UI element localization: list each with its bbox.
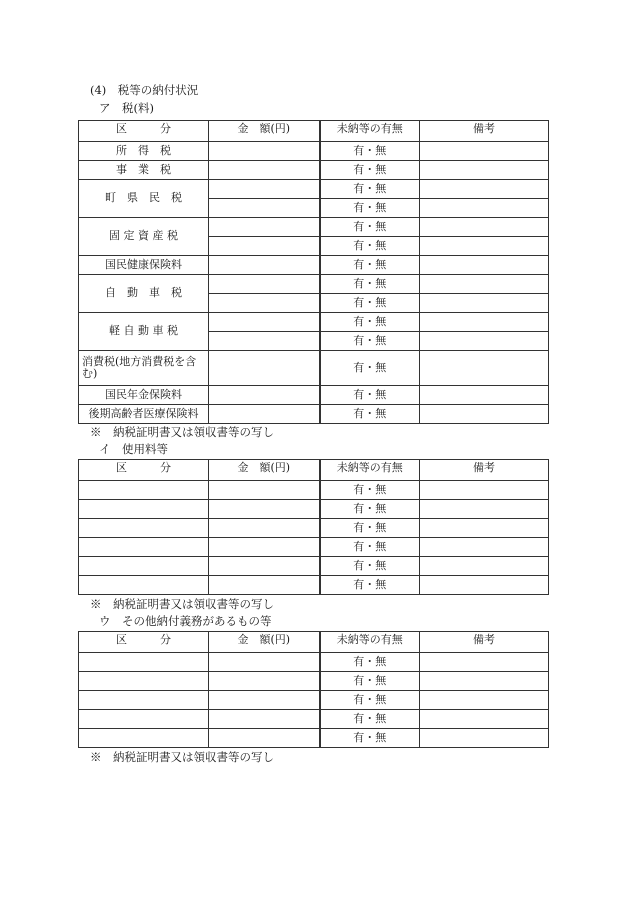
- table-row: [79, 672, 549, 691]
- amount-cell[interactable]: [209, 313, 320, 332]
- status-cell[interactable]: 有・無: [320, 538, 420, 557]
- amount-cell[interactable]: [209, 256, 320, 275]
- category-cell[interactable]: [79, 519, 209, 538]
- status-cell[interactable]: 有・無: [320, 237, 420, 256]
- amount-cell[interactable]: [209, 237, 320, 256]
- remarks-cell[interactable]: [420, 256, 549, 275]
- category-cell[interactable]: [79, 729, 209, 748]
- amount-cell[interactable]: [209, 729, 320, 748]
- status-cell[interactable]: 有・無: [320, 294, 420, 313]
- header-category: 区 分: [79, 632, 209, 653]
- amount-cell[interactable]: [209, 405, 320, 424]
- category-cell[interactable]: [79, 576, 209, 595]
- category-cell[interactable]: [79, 653, 209, 672]
- category-cell[interactable]: [79, 710, 209, 729]
- header-amount: 金 額(円): [209, 121, 320, 142]
- header-amount: 金 額(円): [209, 632, 320, 653]
- amount-cell[interactable]: [209, 351, 320, 386]
- table-row: [79, 180, 549, 199]
- remarks-cell[interactable]: [420, 653, 549, 672]
- remarks-cell[interactable]: [420, 576, 549, 595]
- remarks-cell[interactable]: [420, 386, 549, 405]
- header-unpaid-status: 未納等の有無: [320, 121, 420, 142]
- section-title: (4) 税等の納付状況: [90, 83, 199, 97]
- category-cell[interactable]: [79, 538, 209, 557]
- header-category: 区 分: [79, 460, 209, 481]
- amount-cell[interactable]: [209, 199, 320, 218]
- row-label-elderly-medical-insurance: 後期高齢者医療保険料: [79, 405, 209, 424]
- status-cell[interactable]: 有・無: [320, 351, 420, 386]
- row-label-business-tax: 事 業 税: [79, 161, 209, 180]
- row-label-consumption-tax: 消費税(地方消費税を含む): [79, 351, 209, 386]
- amount-cell[interactable]: [209, 275, 320, 294]
- table-row: [79, 500, 549, 519]
- remarks-cell[interactable]: [420, 405, 549, 424]
- remarks-cell[interactable]: [420, 142, 549, 161]
- status-cell[interactable]: 有・無: [320, 180, 420, 199]
- status-cell[interactable]: 有・無: [320, 576, 420, 595]
- table-row: [79, 256, 549, 275]
- amount-cell[interactable]: [209, 218, 320, 237]
- amount-cell[interactable]: [209, 653, 320, 672]
- table-row: [79, 351, 549, 386]
- header-category: 区 分: [79, 121, 209, 142]
- status-cell[interactable]: 有・無: [320, 557, 420, 576]
- header-remarks: 備考: [420, 632, 549, 653]
- status-cell[interactable]: 有・無: [320, 275, 420, 294]
- remarks-cell[interactable]: [420, 672, 549, 691]
- part-u-title: ウ その他納付義務があるもの等: [99, 614, 272, 628]
- row-label-income-tax: 所 得 税: [79, 142, 209, 161]
- amount-cell[interactable]: [209, 538, 320, 557]
- row-label-resident-tax: 町 県 民 税: [79, 180, 209, 218]
- tax-table: [78, 120, 549, 424]
- category-cell[interactable]: [79, 500, 209, 519]
- status-cell[interactable]: 有・無: [320, 161, 420, 180]
- table-row: [79, 386, 549, 405]
- table-row: [79, 161, 549, 180]
- remarks-cell[interactable]: [420, 351, 549, 386]
- remarks-cell[interactable]: [420, 218, 549, 237]
- amount-cell[interactable]: [209, 576, 320, 595]
- part-i-note: ※ 納税証明書又は領収書等の写し: [90, 597, 274, 611]
- status-cell[interactable]: 有・無: [320, 256, 420, 275]
- amount-cell[interactable]: [209, 332, 320, 351]
- remarks-cell[interactable]: [420, 729, 549, 748]
- remarks-cell[interactable]: [420, 332, 549, 351]
- table-row: [79, 653, 549, 672]
- status-cell[interactable]: 有・無: [320, 729, 420, 748]
- status-cell[interactable]: 有・無: [320, 218, 420, 237]
- table-header-row: [79, 460, 549, 481]
- table-row: [79, 218, 549, 237]
- header-remarks: 備考: [420, 121, 549, 142]
- part-a-title: ア 税(料): [99, 101, 154, 115]
- table-row: [79, 275, 549, 294]
- status-cell[interactable]: 有・無: [320, 313, 420, 332]
- status-cell[interactable]: 有・無: [320, 142, 420, 161]
- amount-cell[interactable]: [209, 672, 320, 691]
- table-row: [79, 481, 549, 500]
- table-row: [79, 691, 549, 710]
- status-cell[interactable]: 有・無: [320, 691, 420, 710]
- table-row: [79, 557, 549, 576]
- status-cell[interactable]: 有・無: [320, 672, 420, 691]
- category-cell[interactable]: [79, 691, 209, 710]
- remarks-cell[interactable]: [420, 294, 549, 313]
- amount-cell[interactable]: [209, 557, 320, 576]
- amount-cell[interactable]: [209, 481, 320, 500]
- remarks-cell[interactable]: [420, 481, 549, 500]
- part-u-note: ※ 納税証明書又は領収書等の写し: [90, 750, 274, 764]
- status-cell[interactable]: 有・無: [320, 481, 420, 500]
- row-label-car-tax: 自 動 車 税: [79, 275, 209, 313]
- remarks-cell[interactable]: [420, 500, 549, 519]
- amount-cell[interactable]: [209, 500, 320, 519]
- table-row: [79, 710, 549, 729]
- remarks-cell[interactable]: [420, 313, 549, 332]
- table-header-row: [79, 121, 549, 142]
- status-cell[interactable]: 有・無: [320, 653, 420, 672]
- other-obligations-table: [78, 631, 549, 748]
- remarks-cell[interactable]: [420, 519, 549, 538]
- row-label-national-pension: 国民年金保険料: [79, 386, 209, 405]
- remarks-cell[interactable]: [420, 199, 549, 218]
- row-label-property-tax: 固 定 資 産 税: [79, 218, 209, 256]
- amount-cell[interactable]: [209, 386, 320, 405]
- part-i-title: イ 使用料等: [99, 442, 168, 456]
- status-cell[interactable]: 有・無: [320, 332, 420, 351]
- remarks-cell[interactable]: [420, 557, 549, 576]
- remarks-cell[interactable]: [420, 180, 549, 199]
- category-cell[interactable]: [79, 481, 209, 500]
- header-unpaid-status: 未納等の有無: [320, 460, 420, 481]
- remarks-cell[interactable]: [420, 710, 549, 729]
- remarks-cell[interactable]: [420, 538, 549, 557]
- status-cell[interactable]: 有・無: [320, 405, 420, 424]
- amount-cell[interactable]: [209, 142, 320, 161]
- table-header-row: [79, 632, 549, 653]
- amount-cell[interactable]: [209, 691, 320, 710]
- status-cell[interactable]: 有・無: [320, 386, 420, 405]
- remarks-cell[interactable]: [420, 161, 549, 180]
- status-cell[interactable]: 有・無: [320, 710, 420, 729]
- table-row: [79, 576, 549, 595]
- remarks-cell[interactable]: [420, 691, 549, 710]
- category-cell[interactable]: [79, 557, 209, 576]
- table-row: [79, 538, 549, 557]
- usage-fee-table: [78, 459, 549, 595]
- table-row: [79, 313, 549, 332]
- amount-cell[interactable]: [209, 519, 320, 538]
- row-label-health-insurance: 国民健康保険料: [79, 256, 209, 275]
- row-label-light-car-tax: 軽 自 動 車 税: [79, 313, 209, 351]
- table-row: [79, 405, 549, 424]
- table-row: [79, 142, 549, 161]
- remarks-cell[interactable]: [420, 275, 549, 294]
- amount-cell[interactable]: [209, 161, 320, 180]
- status-cell[interactable]: 有・無: [320, 500, 420, 519]
- amount-cell[interactable]: [209, 180, 320, 199]
- status-cell[interactable]: 有・無: [320, 199, 420, 218]
- category-cell[interactable]: [79, 672, 209, 691]
- amount-cell[interactable]: [209, 294, 320, 313]
- amount-cell[interactable]: [209, 710, 320, 729]
- table-row: [79, 519, 549, 538]
- part-a-note: ※ 納税証明書又は領収書等の写し: [90, 425, 274, 439]
- header-unpaid-status: 未納等の有無: [320, 632, 420, 653]
- header-amount: 金 額(円): [209, 460, 320, 481]
- status-cell[interactable]: 有・無: [320, 519, 420, 538]
- header-remarks: 備考: [420, 460, 549, 481]
- remarks-cell[interactable]: [420, 237, 549, 256]
- table-row: [79, 729, 549, 748]
